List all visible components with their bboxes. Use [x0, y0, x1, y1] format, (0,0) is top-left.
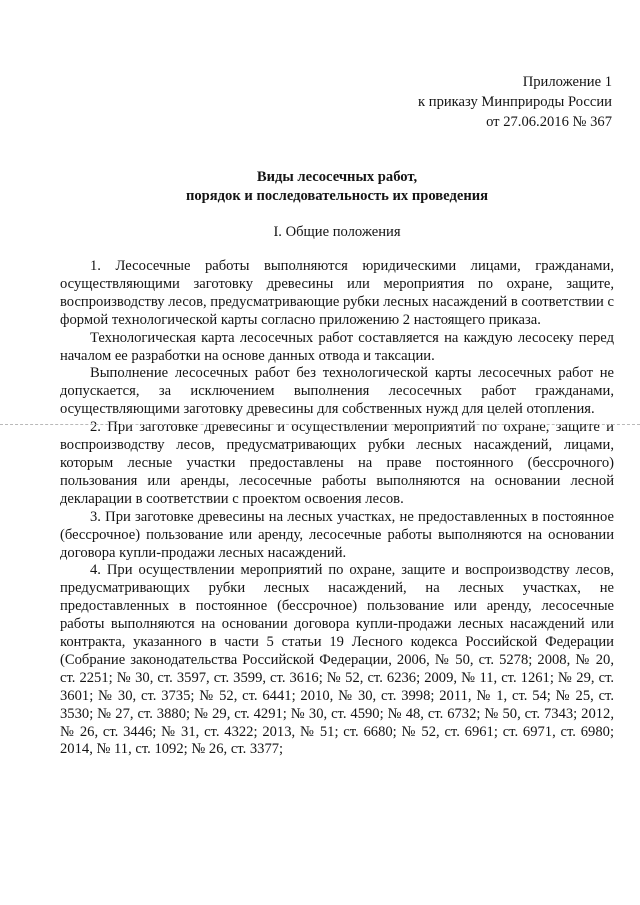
appendix-order-ref: к приказу Минприроды России: [418, 94, 612, 110]
appendix-order-date: от 27.06.2016 № 367: [486, 114, 612, 130]
paragraph-6: 4. При осуществлении мероприятий по охране, защите и воспроизводству лесов, предусматривающих рубки лесных насаждений, на лесных участках, не предоставленных в постоянное (бессрочное) пользование или аренду, лесосечные работы выполняются на основании договора купли-продажи лесных насаждений или контракта, указанного в части 5 статьи 19 Лесного кодекса Российской Федерации (Собрание законодательства Российской Федерации, 2006, № 50, ст. 5278; 2008, № 20, ст. 2251; № 30, ст. 3597, ст. 3599, ст. 3616; № 52, ст. 6236; 2009, № 11, ст. 1261; № 29, ст. 3601; № 30, ст. 3735; № 52, ст. 6441; 2010, № 30, ст. 3998; 2011, № 1, ст. 54; № 25, ст. 3530; № 27, ст. 3880; № 29, ст. 4291; № 30, ст. 4590; № 48, ст. 6732; № 50, ст. 7343; 2012, № 26, ст. 3446; № 31, ст. 4322; 2013, № 51; ст. 6680; № 52, ст. 6961; ст. 6971, ст. 6980; 2014, № 11, ст. 1092; № 26, ст. 3377;: [60, 562, 614, 758]
appendix-reference: [60, 72, 612, 132]
section-heading: I. Общие положения: [273, 224, 401, 240]
paragraph-2: Технологическая карта лесосечных работ составляется на каждую лесосеку перед началом ее разработки на основе данных отвода и таксации.: [60, 329, 614, 364]
document-title-line-2: порядок и последовательность их проведения: [185, 188, 489, 204]
document-title: [60, 168, 614, 206]
paragraph-3: Выполнение лесосечных работ без технологической карты лесосечных работ не допускается, за исключением выполнения лесосечных работ гражданами, осуществляющими заготовку древесины для собственных нужд для целей отопления.: [60, 365, 614, 418]
document-body: [60, 258, 614, 759]
paragraph-5: 3. При заготовке древесины на лесных участках, не предоставленных в постоянное (бессрочное) пользование или аренду, лесосечные работы выполняются на основании договора купли-продажи лесных насаждений.: [60, 508, 614, 561]
document-title-line-1: Виды лесосечных работ,: [256, 169, 418, 185]
scan-fold-line: [0, 424, 640, 425]
paragraph-4: 2. При заготовке древесины и осуществлении мероприятий по охране, защите и воспроизводству лесов, предусматривающих рубки лесных насаждений, лицами, которым лесные участки предоставлены на праве постоянного (бессрочного) пользования или аренды, лесосечные работы выполняются на основании лесной декларации в соответствии с проектом освоения лесов.: [60, 419, 614, 507]
appendix-number: Приложение 1: [522, 74, 612, 90]
paragraph-1: 1. Лесосечные работы выполняются юридическими лицами, гражданами, осуществляющими заготовку древесины или мероприятия по охране, защите, воспроизводству лесов, предусматривающие рубки лесных насаждений в соответствии с формой технологической карты согласно приложению 2 настоящего приказа.: [60, 258, 614, 328]
